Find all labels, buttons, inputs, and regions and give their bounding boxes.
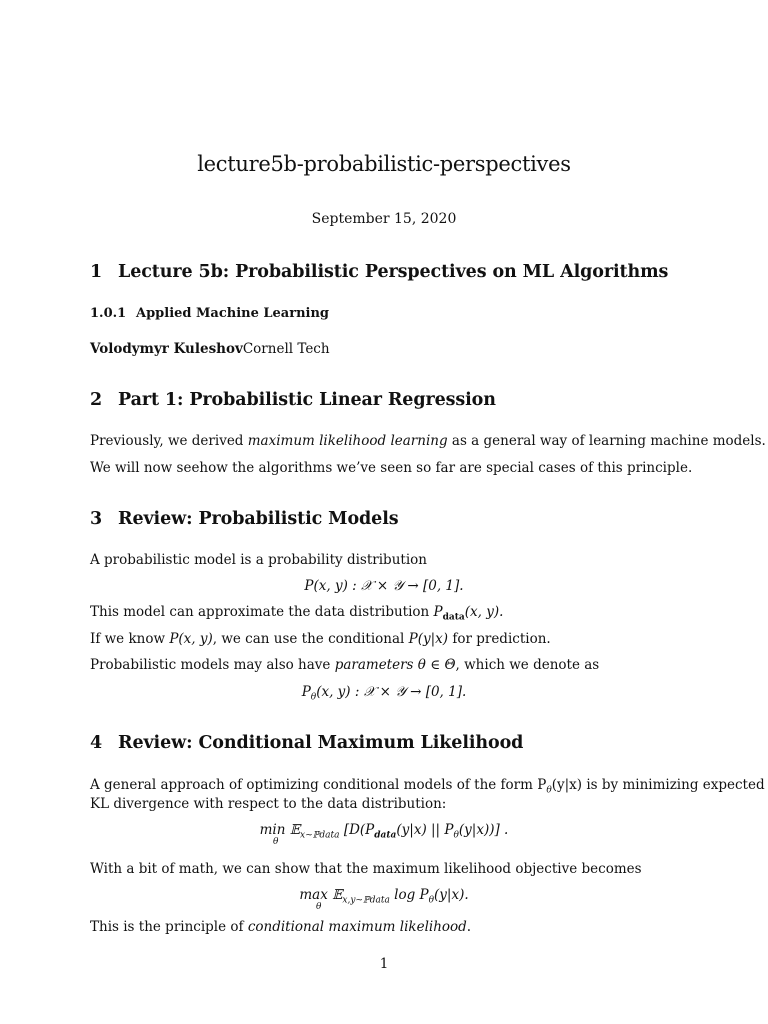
math: (y|x))] . — [458, 822, 509, 838]
text: (y|x) is by minimizing expected — [551, 777, 765, 793]
math: min 𝔼 — [259, 822, 301, 838]
author-affiliation: Cornell Tech — [242, 341, 330, 357]
math: log P — [389, 887, 429, 903]
paragraph — [90, 777, 765, 796]
math-subscript: θ — [310, 692, 317, 703]
text: Previously, we derived — [90, 433, 248, 449]
section-number: 2 — [90, 390, 103, 410]
math-subscript: data — [374, 830, 397, 841]
equation — [0, 822, 768, 841]
subsection-number: 1.0.1 — [90, 306, 127, 321]
section-number: 3 — [90, 509, 103, 529]
paragraph — [90, 631, 551, 647]
math-subscript: θ — [453, 830, 459, 841]
document-date: September 15, 2020 — [311, 211, 457, 227]
paragraph — [90, 604, 503, 623]
emphasis: parameters — [334, 657, 414, 673]
text: . — [466, 919, 472, 935]
section-2-heading — [90, 390, 496, 410]
text: , which we denote as — [455, 657, 600, 673]
equation-underset: θ — [316, 902, 322, 912]
paragraph — [90, 433, 766, 449]
text: This model can approximate the data distribution — [90, 604, 434, 620]
math-subscript: data — [442, 612, 465, 623]
paragraph: KL divergence with respect to the data distribution: — [90, 796, 447, 812]
text: as a general way of learning machine models. — [447, 433, 766, 449]
math: [D(P — [339, 822, 375, 838]
author-name: Volodymyr Kuleshov — [90, 341, 243, 357]
subsection-title: Applied Machine Learning — [136, 306, 330, 321]
equation — [0, 887, 768, 906]
section-3-heading — [90, 509, 399, 529]
paragraph: A probabilistic model is a probability distribution — [90, 552, 427, 568]
equation — [0, 684, 768, 703]
text: This is the principle of — [90, 919, 248, 935]
equation-underset: θ — [273, 837, 279, 847]
math: (y|x) || P — [396, 822, 454, 838]
text: A general approach of optimizing conditional models of the form P — [90, 777, 547, 793]
subsection-heading — [90, 306, 329, 321]
math: (x, y) : 𝒳 × 𝒴 → [0, 1]. — [316, 684, 467, 700]
math-subscript: θ — [546, 785, 552, 796]
text: , we can use the conditional — [212, 631, 409, 647]
math-subscript: θ — [428, 895, 435, 906]
math: θ ∈ Θ — [413, 657, 456, 673]
section-number: 1 — [90, 262, 103, 282]
section-title: Review: Conditional Maximum Likelihood — [118, 733, 524, 753]
math: P(y|x) — [408, 631, 449, 647]
equation: P(x, y) : 𝒳 × 𝒴 → [0, 1]. — [304, 578, 464, 594]
section-number: 4 — [90, 733, 103, 753]
text: Probabilistic models may also have — [90, 657, 335, 673]
paragraph: We will now seehow the algorithms we’ve seen so far are special cases of this principle. — [90, 460, 693, 476]
section-title: Review: Probabilistic Models — [118, 509, 399, 529]
page-number: 1 — [379, 956, 389, 972]
text: for prediction. — [448, 631, 551, 647]
author-line — [90, 341, 330, 357]
section-title: Lecture 5b: Probabilistic Perspectives on ML Algorithms — [118, 262, 669, 282]
paragraph — [90, 919, 471, 935]
math-subscript: x,y∼ℙdata — [342, 895, 390, 906]
math: P — [433, 604, 443, 620]
math: (x, y). — [464, 604, 504, 620]
math: P — [301, 684, 311, 700]
emphasis: maximum likelihood learning — [247, 433, 448, 449]
document-title: lecture5b-probabilistic-perspectives — [197, 152, 571, 176]
section-1-heading — [90, 262, 668, 282]
section-4-heading — [90, 733, 523, 753]
math: (y|x). — [434, 887, 469, 903]
math: max 𝔼 — [299, 887, 343, 903]
math: P(x, y) — [169, 631, 213, 647]
section-title: Part 1: Probabilistic Linear Regression — [118, 390, 496, 410]
paragraph — [90, 657, 599, 673]
text: If we know — [90, 631, 170, 647]
emphasis: conditional maximum likelihood — [247, 919, 467, 935]
math-subscript: x∼ℙdata — [300, 830, 340, 841]
paragraph: With a bit of math, we can show that the maximum likelihood objective becomes — [90, 861, 642, 877]
